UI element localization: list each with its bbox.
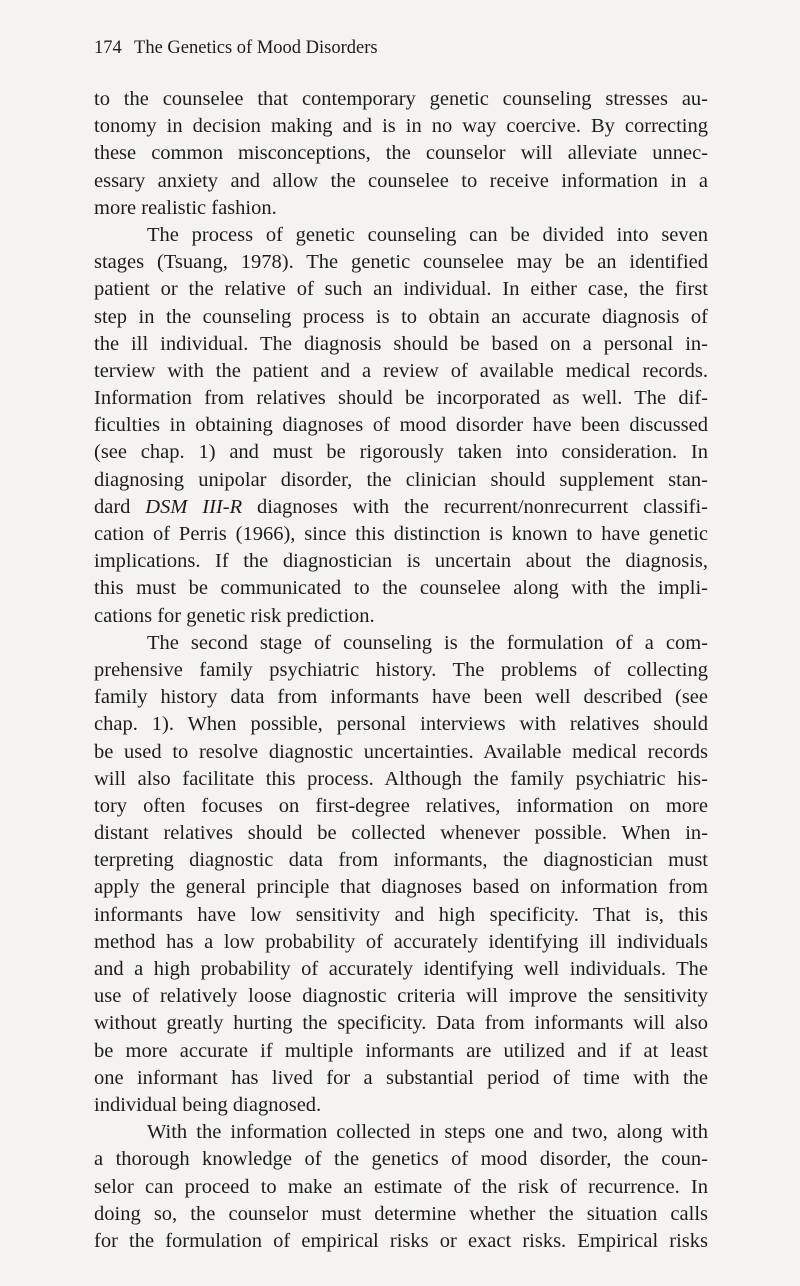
text-line: doing so, the counselor must determine whether the situation calls [94, 1202, 708, 1225]
text-line: individual being diagnosed. [94, 1093, 322, 1116]
text-line: be more accurate if multiple informants are utilized and if at least [94, 1039, 708, 1062]
line-segment: dard [94, 495, 146, 518]
text-line: informants have low sensitivity and high specificity. That is, this [94, 903, 708, 926]
text-line: With the information collected in steps one and two, along with [147, 1121, 708, 1144]
text-line: ficulties in obtaining diagnoses of mood disorder have been discussed [94, 414, 708, 437]
text-line: The process of genetic counseling can be divided into seven [147, 223, 708, 246]
text-line: terview with the patient and a review of available medical records. [94, 359, 708, 382]
body-text [94, 86, 708, 1255]
text-line: Information from relatives should be incorporated as well. The dif- [94, 387, 708, 410]
text-line: chap. 1). When possible, personal interviews with relatives should [94, 713, 708, 736]
page-number: 174 [94, 38, 122, 58]
text-line: step in the counseling process is to obtain an accurate diagnosis of [94, 305, 708, 328]
text-line: tory often focuses on first-degree relatives, information on more [94, 794, 708, 817]
text-line: selor can proceed to make an estimate of the risk of recurrence. In [94, 1175, 708, 1198]
paragraph [94, 1119, 708, 1255]
text-line: family history data from informants have been well described (see [94, 686, 708, 709]
line-segment: diagnoses with the recurrent/nonrecurrent classifi- [242, 495, 708, 518]
text-line: be used to resolve diagnostic uncertainties. Available medical records [94, 740, 708, 763]
text-line: more realistic fashion. [94, 196, 277, 219]
text-line: distant relatives should be collected whenever possible. When in- [94, 822, 708, 845]
text-line [94, 494, 708, 521]
text-line: stages (Tsuang, 1978). The genetic counselee may be an identified [94, 251, 708, 274]
text-line: method has a low probability of accurately identifying ill individuals [94, 930, 708, 953]
text-line: prehensive family psychiatric history. The problems of collecting [94, 658, 708, 681]
text-line: patient or the relative of such an individual. In either case, the first [94, 278, 708, 301]
text-line: terpreting diagnostic data from informants, the diagnostician must [94, 849, 708, 872]
text-line: and a high probability of accurately identifying well individuals. The [94, 958, 708, 980]
text-line: the ill individual. The diagnosis should be based on a personal in- [94, 332, 708, 355]
text-line: tonomy in decision making and is in no way coercive. By correcting [94, 115, 708, 138]
text-line: essary anxiety and allow the counselee to receive information in a [94, 169, 708, 192]
text-line: cation of Perris (1966), since this distinction is known to have genetic [94, 523, 708, 545]
text-line: cations for genetic risk prediction. [94, 604, 375, 627]
text-line: use of relatively loose diagnostic criteria will improve the sensitivity [94, 985, 708, 1008]
text-line: a thorough knowledge of the genetics of mood disorder, the coun- [94, 1148, 708, 1171]
text-line: this must be communicated to the counselee along with the impli- [94, 577, 708, 600]
text-line: The second stage of counseling is the formulation of a com- [147, 631, 708, 654]
text-line: implications. If the diagnostician is uncertain about the diagnosis, [94, 550, 708, 573]
text-line: for the formulation of empirical risks or exact risks. Empirical risks [94, 1229, 708, 1252]
paragraph [94, 630, 708, 1119]
paragraph [94, 86, 708, 222]
text-line: apply the general principle that diagnoses based on information from [94, 876, 708, 899]
text-line: without greatly hurting the specificity. Data from informants will also [94, 1012, 708, 1035]
text-line: to the counselee that contemporary genetic counseling stresses au- [94, 88, 708, 110]
dsm-title-italic: DSM III-R [145, 495, 243, 518]
running-head-title: The Genetics of Mood Disorders [134, 38, 378, 58]
text-line: these common misconceptions, the counselor will alleviate unnec- [94, 142, 708, 165]
text-line: diagnosing unipolar disorder, the clinician should supplement stan- [94, 468, 708, 491]
running-head [94, 36, 760, 60]
text-line: one informant has lived for a substantial period of time with the [94, 1066, 708, 1089]
text-line: (see chap. 1) and must be rigorously taken into consideration. In [94, 441, 708, 464]
paragraph [94, 222, 708, 630]
text-line: will also facilitate this process. Although the family psychiatric his- [94, 767, 708, 790]
